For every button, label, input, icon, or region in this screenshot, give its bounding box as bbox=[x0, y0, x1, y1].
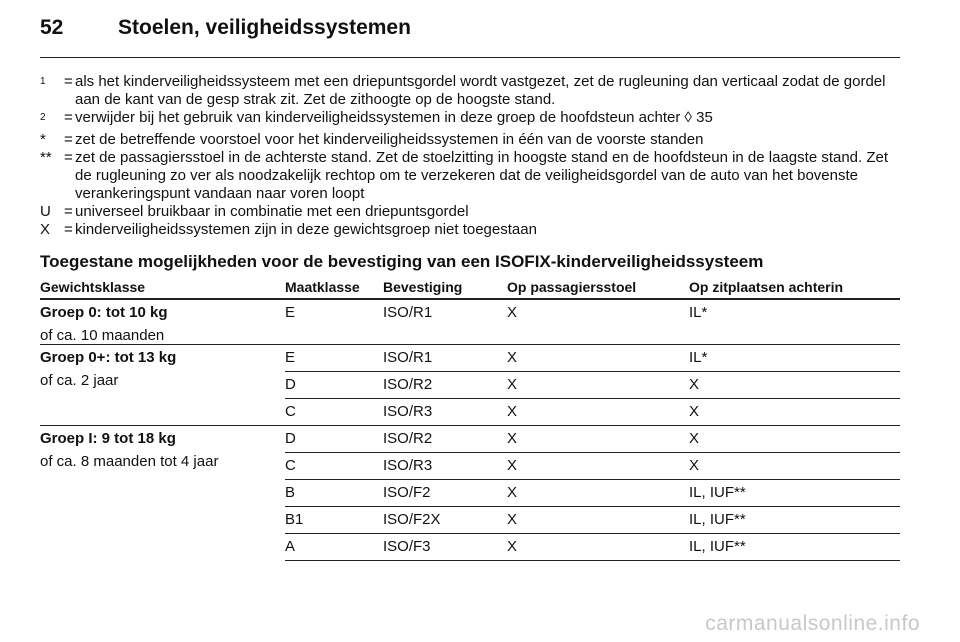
rear-seats-cell: IL, IUF** bbox=[689, 480, 900, 507]
size-class-cell: E bbox=[285, 345, 383, 372]
footnote-equals: = bbox=[64, 149, 73, 166]
footnote-mark bbox=[40, 109, 64, 131]
size-class-cell: C bbox=[285, 399, 383, 426]
header-rear-seats: Op zitplaatsen achterin bbox=[689, 279, 900, 299]
weight-group-cell bbox=[40, 345, 285, 426]
table-row bbox=[40, 426, 900, 453]
fixture-cell: ISO/F2 bbox=[383, 480, 507, 507]
size-class-cell: A bbox=[285, 534, 383, 561]
rear-seats-cell: X bbox=[689, 372, 900, 399]
size-class-cell: D bbox=[285, 426, 383, 453]
passenger-seat-cell: X bbox=[507, 304, 518, 321]
header-fixture: Bevestiging bbox=[383, 279, 507, 299]
footnotes bbox=[40, 73, 900, 239]
footnote-text: zet de betreffende voorstoel voor het kinderveiligheidssystemen in één van de voorste standen bbox=[75, 131, 704, 148]
fixture-cell: ISO/R2 bbox=[383, 372, 507, 399]
footnote bbox=[40, 131, 900, 149]
passenger-seat-cell: X bbox=[507, 345, 689, 372]
rear-seats-cell: X bbox=[689, 453, 900, 480]
watermark: carmanualsonline.info bbox=[705, 612, 920, 635]
size-class-cell: E bbox=[285, 304, 296, 321]
rear-seats-cell: X bbox=[689, 399, 900, 426]
rear-seats-cell: IL, IUF** bbox=[689, 507, 900, 534]
weight-group-age: of ca. 8 maanden tot 4 jaar bbox=[40, 453, 219, 470]
weight-group-name: Groep I: 9 tot 18 kg bbox=[40, 430, 176, 447]
passenger-seat-cell: X bbox=[507, 453, 689, 480]
weight-group-cell bbox=[40, 299, 285, 345]
size-class-cell: B bbox=[285, 480, 383, 507]
footnote-text: zet de passagiersstoel in de achterste stand. Zet de stoelzitting in hoogste stand en de hoofdsteun in de laagste stand. Zet de rugleuning zo ver als noodzakelijk rechtop om te verzekeren dat de veiligheidsgordel van de auto van het bovenste verankeringspunt vandaan naar voren loopt bbox=[75, 149, 889, 202]
page-title: Stoelen, veiligheidssystemen bbox=[118, 16, 411, 39]
header-size-class: Maatklasse bbox=[285, 279, 383, 299]
footnote-equals: = bbox=[64, 221, 73, 238]
fixture-cell: ISO/F2X bbox=[383, 507, 507, 534]
isofix-table bbox=[40, 279, 900, 561]
passenger-seat-cell: X bbox=[507, 426, 689, 453]
footnote bbox=[40, 149, 900, 203]
table-body bbox=[40, 299, 900, 561]
passenger-seat-cell: X bbox=[507, 480, 689, 507]
fixture-cell: ISO/R1 bbox=[383, 345, 507, 372]
footnote bbox=[40, 109, 900, 131]
footnote-equals: = bbox=[64, 73, 73, 90]
footnote-equals: = bbox=[64, 109, 73, 126]
passenger-seat-cell: X bbox=[507, 399, 689, 426]
footnote-mark-sup: 2 bbox=[40, 112, 46, 123]
fixture-cell: ISO/R3 bbox=[383, 453, 507, 480]
rear-seats-cell: IL, IUF** bbox=[689, 534, 900, 561]
footnote-mark: U bbox=[40, 203, 51, 220]
section-title: Toegestane mogelijkheden voor de bevestiging van een ISOFIX-kinderveiligheidssysteem bbox=[40, 252, 764, 271]
table-row bbox=[40, 299, 900, 345]
page-number: 52 bbox=[40, 16, 64, 39]
footnote-mark: * bbox=[40, 131, 46, 148]
rear-seats-cell: X bbox=[689, 426, 900, 453]
footnote-mark bbox=[40, 73, 64, 109]
size-class-cell: B1 bbox=[285, 507, 383, 534]
footnote bbox=[40, 221, 900, 239]
footnote bbox=[40, 203, 900, 221]
footnote-mark-sup: 1 bbox=[40, 76, 46, 87]
weight-group-name: Groep 0+: tot 13 kg bbox=[40, 349, 177, 366]
page-header bbox=[40, 0, 900, 58]
fixture-cell: ISO/F3 bbox=[383, 534, 507, 561]
footnote-text: als het kinderveiligheidssysteem met een driepuntsgordel wordt vastgezet, zet de rugleuning dan verticaal zodat de gordel aan de kant van de gesp strak zit. Zet de zithoogte op de hoogste stand. bbox=[75, 73, 886, 108]
footnote-equals: = bbox=[64, 131, 73, 148]
fixture-cell: ISO/R2 bbox=[383, 426, 507, 453]
manual-page bbox=[40, 0, 900, 561]
rear-seats-cell: IL* bbox=[689, 304, 708, 321]
header-passenger-seat: Op passagiersstoel bbox=[507, 279, 689, 299]
weight-group-age: of ca. 2 jaar bbox=[40, 372, 119, 389]
footnote-text: kinderveiligheidssystemen zijn in deze gewichtsgroep niet toegestaan bbox=[75, 221, 537, 238]
fixture-cell: ISO/R1 bbox=[383, 304, 433, 321]
passenger-seat-cell: X bbox=[507, 507, 689, 534]
rear-seats-cell: IL* bbox=[689, 345, 900, 372]
footnote-equals: = bbox=[64, 203, 73, 220]
footnote bbox=[40, 73, 900, 109]
footnote-mark: X bbox=[40, 221, 51, 238]
size-class-cell: D bbox=[285, 372, 383, 399]
header-weight-class: Gewichtsklasse bbox=[40, 279, 285, 299]
table-row bbox=[40, 345, 900, 372]
weight-group-age: of ca. 10 maanden bbox=[40, 327, 165, 344]
fixture-cell: ISO/R3 bbox=[383, 399, 507, 426]
footnote-mark: ** bbox=[40, 149, 52, 166]
footnote-text: universeel bruikbaar in combinatie met een driepuntsgordel bbox=[75, 203, 469, 220]
table-header-row bbox=[40, 279, 900, 299]
weight-group-cell bbox=[40, 426, 285, 561]
size-class-cell: C bbox=[285, 453, 383, 480]
footnote-text: verwijder bij het gebruik van kinderveiligheidssystemen in deze groep de hoofdsteun achter ◊ 35 bbox=[75, 109, 713, 126]
passenger-seat-cell: X bbox=[507, 372, 689, 399]
passenger-seat-cell: X bbox=[507, 534, 689, 561]
weight-group-name: Groep 0: tot 10 kg bbox=[40, 304, 168, 321]
